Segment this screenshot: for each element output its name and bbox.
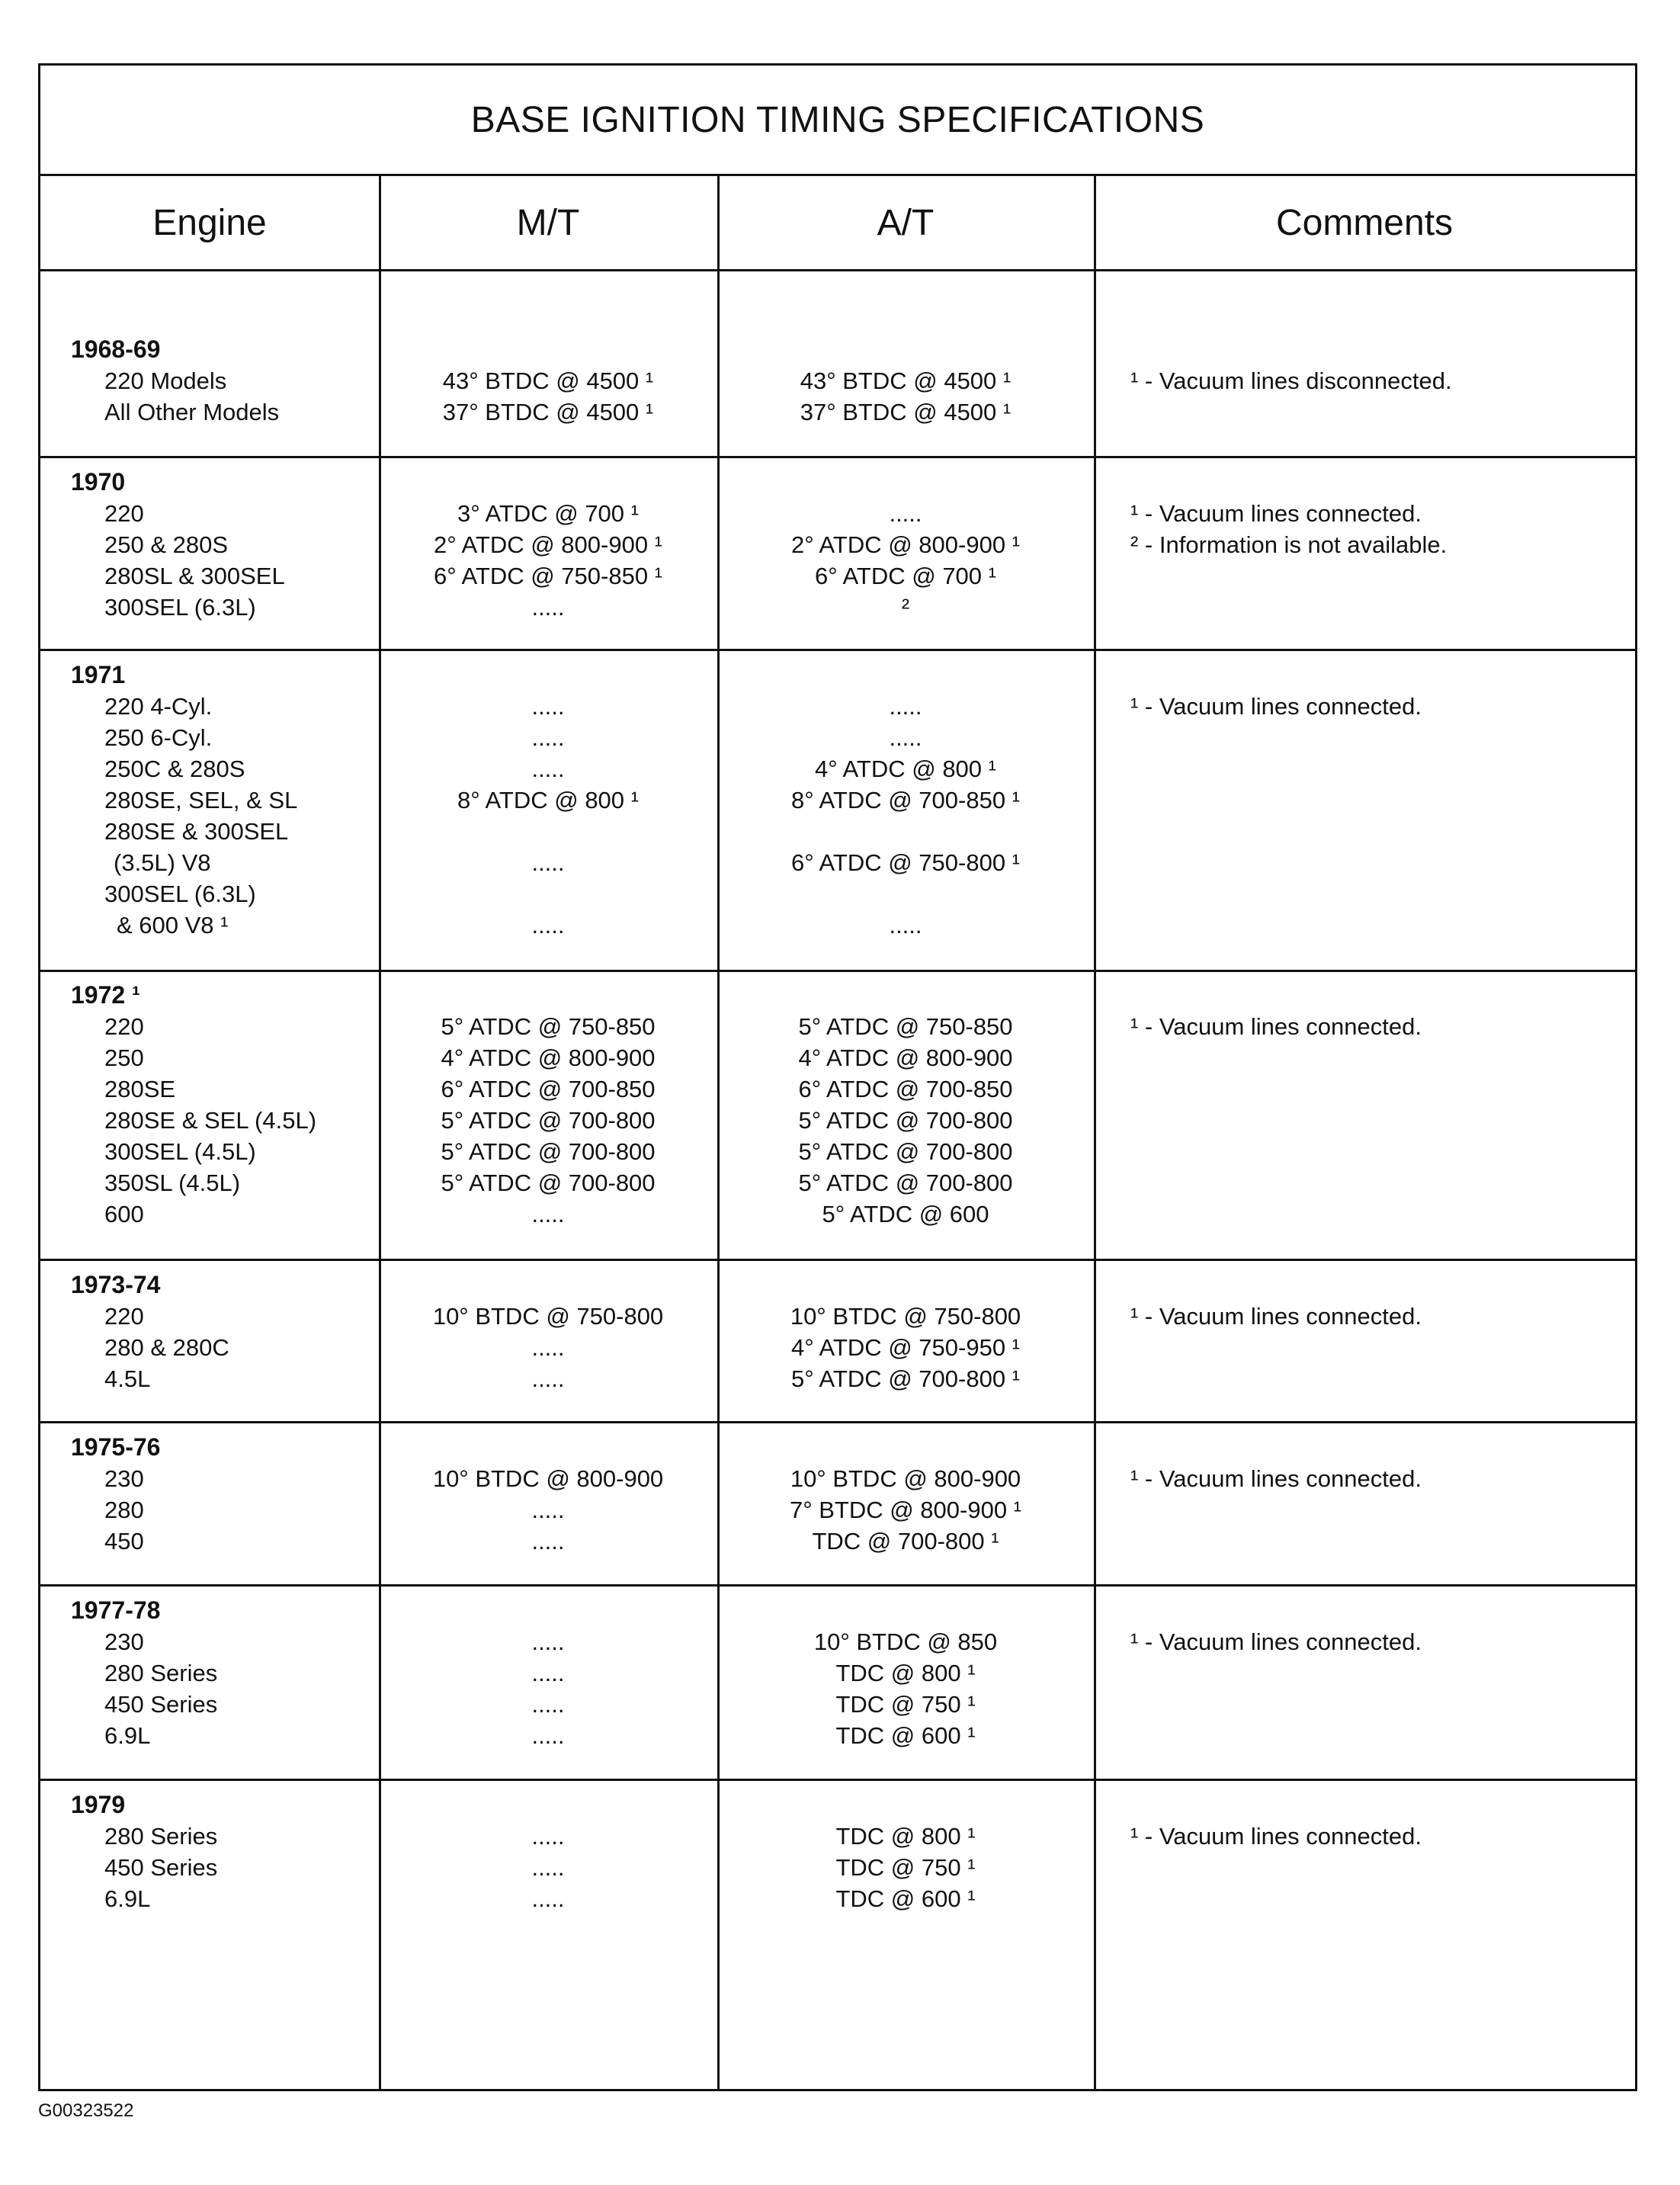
at-timing: 4° ATDC @ 800-900 (798, 1044, 1013, 1071)
timing-spec-table (38, 63, 1637, 2091)
comments-cell (1130, 1595, 1626, 1657)
at-timing: 5° ATDC @ 600 (822, 1201, 989, 1227)
spacer (717, 980, 1094, 1011)
engine-name: 230 (104, 1465, 144, 1492)
spacer (1130, 1269, 1626, 1301)
at-timing: 2° ATDC @ 800-900 ¹ (790, 531, 1021, 558)
spacer (1130, 467, 1626, 498)
spacer (1130, 1789, 1626, 1821)
spacer (717, 1595, 1094, 1626)
comment-note: ¹ - Vacuum lines connected. (1130, 500, 1422, 527)
mt-timing: 10° BTDC @ 800-900 (432, 1465, 664, 1492)
spacer (379, 1789, 717, 1821)
comments-cell (1130, 1269, 1626, 1332)
model-year: 1970 (71, 468, 126, 496)
at-cell (717, 334, 1094, 428)
at-timing: ..... (889, 500, 922, 527)
engine-name: (3.5L) V8 (114, 849, 211, 876)
mt-cell (379, 1595, 717, 1751)
mt-cell (379, 980, 717, 1230)
row-divider (40, 1421, 1635, 1423)
engine-cell (71, 1789, 376, 1914)
mt-timing (379, 878, 717, 910)
engine-cell (71, 1432, 376, 1557)
engine-cell (71, 659, 376, 941)
at-cell (717, 1269, 1094, 1394)
comment-note: ¹ - Vacuum lines connected. (1130, 1013, 1422, 1040)
at-timing: 5° ATDC @ 700-800 (798, 1138, 1013, 1165)
comments-cell (1130, 334, 1626, 396)
spacer (379, 467, 717, 498)
header-at: A/T (877, 202, 935, 243)
engine-name: & 600 V8 ¹ (117, 912, 229, 938)
at-timing: TDC @ 750 ¹ (835, 1854, 976, 1881)
comments-cell (1130, 659, 1626, 722)
engine-name: 280SE, SEL, & SL (104, 787, 298, 813)
row-divider (40, 1779, 1635, 1781)
spacer (379, 1595, 717, 1626)
comment-note: ² - Information is not available. (1130, 531, 1448, 558)
at-timing: 43° BTDC @ 4500 ¹ (800, 367, 1012, 394)
at-timing: 10° BTDC @ 800-900 (790, 1465, 1021, 1492)
spacer (1130, 659, 1626, 691)
engine-cell (71, 334, 376, 428)
column-divider (1094, 176, 1096, 2091)
comments-cell (1130, 467, 1626, 560)
engine-name: 6.9L (104, 1722, 151, 1749)
spacer (717, 659, 1094, 691)
at-timing: TDC @ 700-800 ¹ (812, 1528, 999, 1555)
figure-id: G00323522 (38, 2100, 134, 2121)
mt-timing: ..... (531, 849, 565, 876)
model-year: 1979 (71, 1791, 126, 1818)
mt-timing: ..... (531, 1660, 565, 1686)
at-timing (717, 816, 1094, 847)
engine-name: 250 (104, 1044, 144, 1071)
at-cell (717, 467, 1094, 623)
at-timing: TDC @ 600 ¹ (835, 1722, 976, 1749)
engine-name: 280SE & 300SEL (104, 818, 289, 845)
mt-timing: ..... (531, 756, 565, 782)
engine-name: 250C & 280S (104, 756, 245, 782)
mt-cell (379, 467, 717, 623)
mt-timing: ..... (531, 1528, 565, 1555)
mt-timing: 8° ATDC @ 800 ¹ (457, 787, 639, 813)
spacer (1130, 334, 1626, 365)
at-cell (717, 1789, 1094, 1914)
engine-name: 300SEL (6.3L) (104, 881, 256, 907)
engine-name: 220 (104, 1303, 144, 1330)
mt-timing: ..... (531, 1365, 565, 1392)
mt-timing: 10° BTDC @ 750-800 (432, 1303, 664, 1330)
at-cell (717, 1595, 1094, 1751)
row-divider (40, 456, 1635, 458)
mt-timing: 37° BTDC @ 4500 ¹ (442, 399, 654, 425)
engine-name: 350SL (4.5L) (104, 1170, 241, 1196)
at-timing: 8° ATDC @ 700-850 ¹ (790, 787, 1021, 813)
engine-name: 300SEL (4.5L) (104, 1138, 256, 1165)
mt-timing: ..... (531, 1823, 565, 1850)
spacer (717, 467, 1094, 498)
comment-note: ¹ - Vacuum lines connected. (1130, 1628, 1422, 1655)
model-year: 1972 ¹ (71, 981, 140, 1009)
engine-name: 280 Series (104, 1660, 218, 1686)
header-mt: M/T (516, 202, 580, 243)
mt-timing: 6° ATDC @ 700-850 (441, 1076, 656, 1102)
engine-name: 280 (104, 1497, 144, 1523)
engine-name: 220 (104, 1013, 144, 1040)
mt-timing: 5° ATDC @ 700-800 (441, 1170, 656, 1196)
engine-cell (71, 1269, 376, 1394)
mt-timing: ..... (531, 1885, 565, 1912)
engine-name: 220 4-Cyl. (104, 693, 213, 720)
mt-timing: ..... (531, 1854, 565, 1881)
mt-timing: 6° ATDC @ 750-850 ¹ (433, 563, 663, 589)
spacer (1130, 1432, 1626, 1463)
row-divider (40, 1259, 1635, 1261)
engine-name: 280SL & 300SEL (104, 563, 285, 589)
header-comments: Comments (1275, 202, 1454, 243)
mt-timing: ..... (531, 1691, 565, 1718)
header-engine: Engine (152, 202, 267, 243)
engine-name: 230 (104, 1628, 144, 1655)
mt-timing: ..... (531, 1497, 565, 1523)
at-cell (717, 1432, 1094, 1557)
comment-note: ¹ - Vacuum lines disconnected. (1130, 367, 1452, 394)
at-timing: 10° BTDC @ 750-800 (790, 1303, 1021, 1330)
engine-name: 280 Series (104, 1823, 218, 1850)
engine-name: 280 & 280C (104, 1334, 229, 1361)
at-timing: TDC @ 800 ¹ (835, 1823, 976, 1850)
engine-name: 450 Series (104, 1854, 218, 1881)
at-timing: 4° ATDC @ 800 ¹ (815, 756, 996, 782)
mt-timing: ..... (531, 1628, 565, 1655)
spacer (717, 1269, 1094, 1301)
engine-name: All Other Models (104, 399, 280, 425)
engine-name: 4.5L (104, 1365, 151, 1392)
row-divider (40, 970, 1635, 972)
mt-cell (379, 1432, 717, 1557)
at-timing: 5° ATDC @ 700-800 ¹ (790, 1365, 1021, 1392)
at-timing: TDC @ 750 ¹ (835, 1691, 976, 1718)
spacer (379, 980, 717, 1011)
mt-timing: 5° ATDC @ 700-800 (441, 1138, 656, 1165)
spacer (717, 1432, 1094, 1463)
engine-cell (71, 980, 376, 1230)
engine-name: 300SEL (6.3L) (104, 594, 256, 621)
mt-timing: ..... (531, 724, 565, 751)
at-timing: 6° ATDC @ 700 ¹ (815, 563, 996, 589)
at-timing: TDC @ 600 ¹ (835, 1885, 976, 1912)
model-year: 1973-74 (71, 1271, 161, 1298)
engine-name: 220 (104, 500, 144, 527)
comment-note: ¹ - Vacuum lines connected. (1130, 693, 1422, 720)
at-timing (717, 878, 1094, 910)
row-divider (40, 1584, 1635, 1587)
at-timing: ..... (889, 724, 922, 751)
at-timing: 6° ATDC @ 700-850 (798, 1076, 1013, 1102)
model-year: 1977-78 (71, 1596, 161, 1624)
mt-timing: 2° ATDC @ 800-900 ¹ (433, 531, 663, 558)
spacer (379, 334, 717, 365)
model-year: 1975-76 (71, 1433, 161, 1461)
spacer (1130, 1595, 1626, 1626)
at-cell (717, 659, 1094, 941)
spacer (1130, 980, 1626, 1011)
mt-timing: 3° ATDC @ 700 ¹ (457, 500, 639, 527)
mt-timing (379, 816, 717, 847)
comments-cell (1130, 1432, 1626, 1494)
engine-name: 600 (104, 1201, 144, 1227)
comment-note: ¹ - Vacuum lines connected. (1130, 1823, 1422, 1850)
engine-name: 250 6-Cyl. (104, 724, 213, 751)
spacer (379, 1432, 717, 1463)
at-timing: 10° BTDC @ 850 (813, 1628, 998, 1655)
comment-note: ¹ - Vacuum lines connected. (1130, 1303, 1422, 1330)
mt-timing: ..... (531, 1722, 565, 1749)
spacer (717, 334, 1094, 365)
model-year: 1968-69 (71, 335, 161, 363)
at-timing: ² (901, 594, 910, 621)
table-header-row (40, 176, 1635, 271)
at-timing: ..... (889, 912, 922, 938)
comments-cell (1130, 980, 1626, 1042)
mt-cell (379, 1789, 717, 1914)
model-year: 1971 (71, 661, 126, 688)
mt-timing: ..... (531, 1201, 565, 1227)
at-timing: ..... (889, 693, 922, 720)
engine-name: 220 Models (104, 367, 227, 394)
engine-name: 450 (104, 1528, 144, 1555)
mt-timing: 43° BTDC @ 4500 ¹ (442, 367, 654, 394)
spacer (379, 1269, 717, 1301)
spacer (717, 1789, 1094, 1821)
engine-name: 280SE & SEL (4.5L) (104, 1107, 317, 1134)
engine-name: 6.9L (104, 1885, 151, 1912)
engine-name: 250 & 280S (104, 531, 229, 558)
mt-cell (379, 659, 717, 941)
mt-timing: ..... (531, 1334, 565, 1361)
mt-cell (379, 334, 717, 428)
comments-cell (1130, 1789, 1626, 1852)
at-timing: 6° ATDC @ 750-800 ¹ (790, 849, 1021, 876)
mt-timing: ..... (531, 912, 565, 938)
at-timing: 5° ATDC @ 700-800 (798, 1170, 1013, 1196)
mt-timing: ..... (531, 594, 565, 621)
at-timing: 5° ATDC @ 700-800 (798, 1107, 1013, 1134)
mt-timing: 4° ATDC @ 800-900 (441, 1044, 656, 1071)
mt-cell (379, 1269, 717, 1394)
spacer (379, 659, 717, 691)
row-divider (40, 649, 1635, 651)
mt-timing: 5° ATDC @ 700-800 (441, 1107, 656, 1134)
at-timing: TDC @ 800 ¹ (835, 1660, 976, 1686)
at-timing: 37° BTDC @ 4500 ¹ (800, 399, 1012, 425)
table-title: BASE IGNITION TIMING SPECIFICATIONS (40, 66, 1635, 176)
engine-cell (71, 467, 376, 623)
at-timing: 7° BTDC @ 800-900 ¹ (789, 1497, 1022, 1523)
at-timing: 5° ATDC @ 750-850 (798, 1013, 1013, 1040)
mt-timing: ..... (531, 693, 565, 720)
comment-note: ¹ - Vacuum lines connected. (1130, 1465, 1422, 1492)
mt-timing: 5° ATDC @ 750-850 (441, 1013, 656, 1040)
engine-name: 450 Series (104, 1691, 218, 1718)
engine-cell (71, 1595, 376, 1751)
at-timing: 4° ATDC @ 750-950 ¹ (790, 1334, 1021, 1361)
at-cell (717, 980, 1094, 1230)
engine-name: 280SE (104, 1076, 176, 1102)
